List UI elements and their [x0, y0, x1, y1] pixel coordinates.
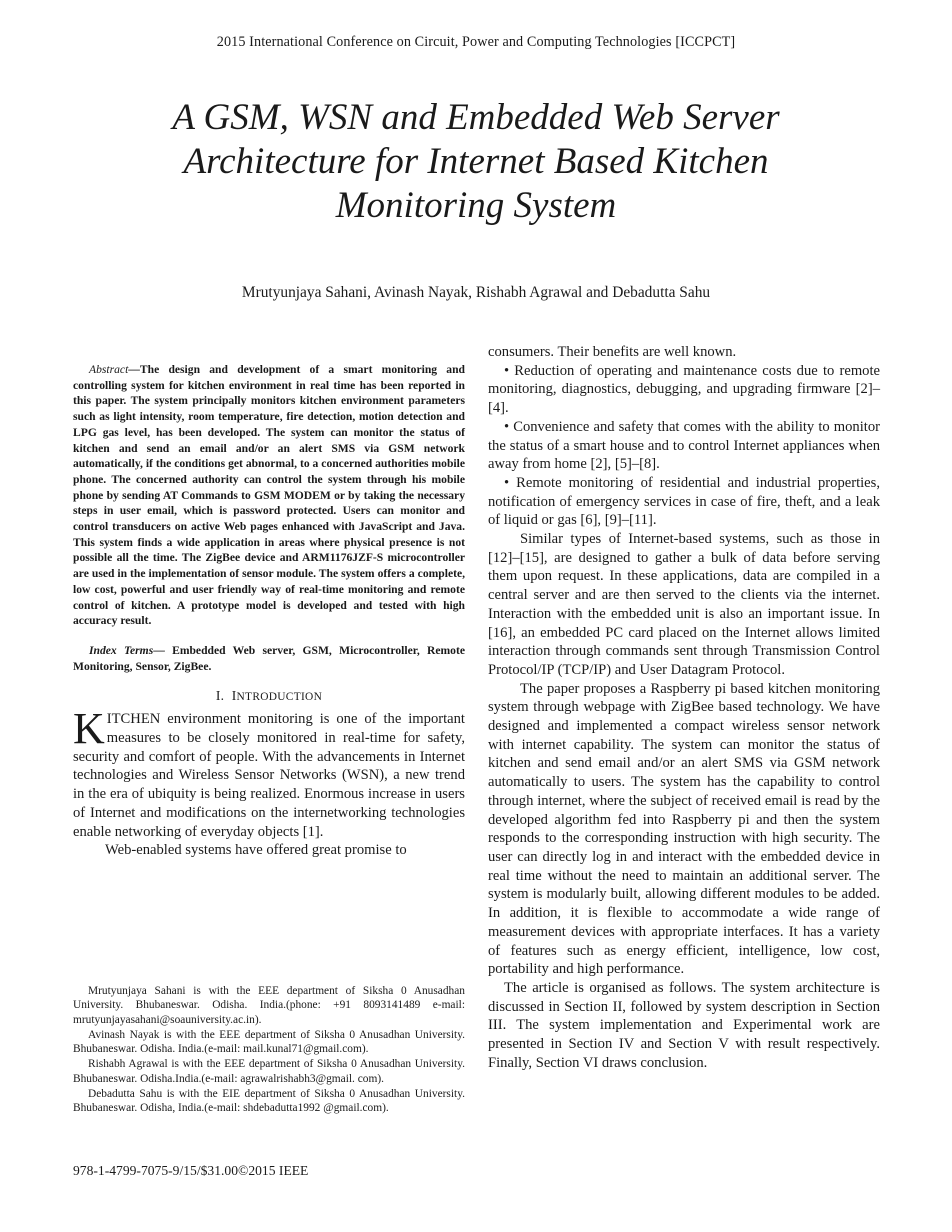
index-terms-text: — Embedded Web server, GSM, Microcontroller, Remote Monitoring, Sensor, ZigBee.: [73, 643, 465, 673]
intro-paragraph-1: [73, 704, 465, 841]
bullet-item-1: • Reduction of operating and maintenance costs due to remote monitoring, diagnostics, debugging, and upgrading firmware [2]–[4].: [488, 362, 880, 417]
index-terms: [73, 643, 465, 674]
conference-header: 2015 International Conference on Circuit, Power and Computing Technologies [ICCPCT]: [216, 34, 736, 50]
paragraph-similar-systems: Similar types of Internet-based systems, such as those in [12]–[15], are designed to gather a bulk of data before serving them upon request. In these applications, data are compiled in a central server and are then served to the clients via the internet. Interaction with the embedded unit is also an important issue. In [16], an embedded PC card placed on the Internet allows limited interaction through commands sent through Transmission Control Protocol/IP (TCP/IP) and User Datagram Protocol.: [488, 531, 880, 678]
copyright-notice: 978-1-4799-7075-9/15/$31.00©2015 IEEE: [73, 1163, 309, 1178]
bullet-item-3: • Remote monitoring of residential and industrial properties, notification of emergency services in case of fire, theft, and a leak of liquid or gas [6], [9]–[11].: [488, 474, 880, 529]
abstract-text: The design and development of a smart monitoring and controlling system for kitchen environment in real time has been reported in this paper. The system principally monitors kitchen environment parameters such as light intensity, room temperature, fire detection, motion detection and LPG gas level, has been developed. The system can monitor the status of kitchen and send an email and/or an alert SMS via GSM network automatically, if the conditions get abnormal, to a concerned authorities mobile phone. The concerned authority can control the system through his mobile phone by sending AT Commands to GSM MODEM or by taking the necessary steps in user email, which is password protected. Users can monitor and control transducers on active Web pages enhanced with JavaScript and Java. This system finds a wide application in areas where physical presence is not possible all the time. The ZigBee device and ARM1176JZF-S microcontroller are used in the implementation of sensor module. The system offers a complete, low cost, powerful and user friendly way of real-time monitoring and remote control of kitchen. A prototype model is developed and tested with high accuracy result.: [73, 363, 465, 628]
intro-paragraph-1-text: ITCHEN environment monitoring is one of the important measures to be closely monitored in real-time for safety, security and comfort of people. With the advancements in Internet technologies and Wireless Sensor Networks (WSN), a new trend in the era of ubiquity is being realized. Enormous increase in users of Internet and modifications on the internetworking technologies enable networking of everyday objects [1].: [73, 711, 465, 840]
author-footnotes: [73, 984, 465, 1117]
right-column: [488, 343, 880, 1072]
paragraph-organisation: The article is organised as follows. The system architecture is discussed in Section II, followed by system description in Section III. The system implementation and Experimental work are presented in Section IV and Section V with result respectively. Finally, Section VI draws conclusion.: [488, 979, 880, 1071]
drop-cap: K: [73, 704, 105, 754]
bullet-item-2: • Convenience and safety that comes with the ability to monitor the status of a smart house and to control Internet appliances when away from home [2], [5]–[8].: [488, 418, 880, 473]
abstract-dash: —: [128, 363, 140, 376]
footnote: Mrutyunjaya Sahani is with the EEE department of Siksha 0 Anusadhan University. Bhubaneswar. Odisha. India.(phone: +91 8093141489 e-mail: mrutyunjayasahani@soauniversity.ac.in).: [73, 985, 465, 1026]
section-number: I.: [215, 688, 225, 704]
abstract-lead: Abstract: [89, 363, 129, 376]
paper-title: A GSM, WSN and Embedded Web Server Architecture for Internet Based Kitchen Monitoring System: [172, 97, 780, 226]
paragraph-proposal: The paper proposes a Raspberry pi based kitchen monitoring system through webpage with ZigBee based technology. We have designed and implemented a compact wireless sensor network with internet capability. The system can monitor the status of kitchen and send email and/or an alert SMS via GSM network automatically to users. The system has the capability to control through internet, where the subject of received email is read by the developed algorithm fed into Raspberry pi and then the system responds to the corresponding instruction with high security. The user can directly log in and interact with the embedded device in real time without the need to maintain an additional server. The system is modularly built, allowing different modules to be added. In addition, it is flexible to accommodate a wide range of measurement devices with appropriate interfaces. It has a variety of features such as energy efficient, intelligence, low cost, portability and high performance.: [488, 680, 880, 978]
section-heading-introduction: [73, 688, 465, 704]
section-title-rest: NTRODUCTION: [236, 691, 323, 704]
left-column: [73, 362, 465, 860]
intro-paragraph-2: Web-enabled systems have offered great promise to: [105, 842, 407, 859]
footnote: Rishabh Agrawal is with the EEE department of Siksha 0 Anusadhan University. Bhubaneswar. Odisha.India.(e-mail: agrawalrishabh3@gmail. com).: [73, 1058, 465, 1085]
section-initial: I: [231, 688, 237, 704]
abstract: [73, 362, 465, 629]
author-list: Mrutyunjaya Sahani, Avinash Nayak, Rishabh Agrawal and Debadutta Sahu: [241, 284, 711, 301]
index-terms-lead: Index Terms: [89, 643, 154, 657]
footnote: Debadutta Sahu is with the EIE department of Siksha 0 Anusadhan University. Bhubaneswar. Odisha, India.(e-mail: shdebadutta1992 @gmail.com).: [73, 1088, 465, 1115]
paragraph-continuation: consumers. Their benefits are well known.: [488, 344, 737, 360]
footnote: Avinash Nayak is with the EEE department of Siksha 0 Anusadhan University. Bhubaneswar. Odisha. India.(e-mail: mail.kunal71@gmail.com).: [73, 1028, 465, 1056]
